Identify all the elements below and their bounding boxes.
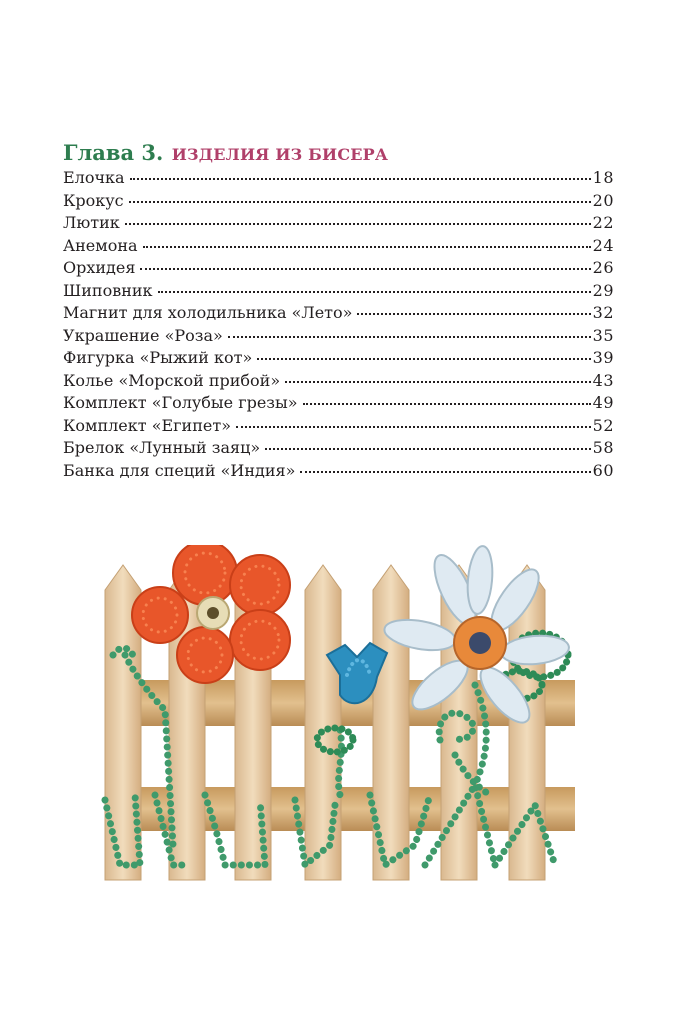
toc-leader-dots [303,402,591,405]
toc-leader-dots [158,290,591,293]
toc-page-number: 26 [592,258,614,277]
toc-entry-title: Украшение «Роза» [63,325,223,345]
toc-entry [63,392,614,415]
toc-page-number: 29 [592,280,614,300]
toc-leader-dots [140,267,590,270]
toc-page-number: 32 [592,303,614,322]
illustration-svg [95,545,595,895]
toc-entry-title: Комплект «Египет» [63,415,231,435]
toc-entry-title: Шиповник [63,280,153,300]
toc-leader-dots [265,447,590,450]
orange-beaded-flower [132,545,290,683]
toc-page-number: 58 [592,438,614,457]
toc-entry-title: Брелок «Лунный заяц» [63,438,261,457]
toc-entry-title: Елочка [63,168,125,187]
chapter-heading [63,139,388,169]
toc-entry [63,280,614,303]
toc-page-number: 52 [592,415,614,435]
toc-entry-title: Фигурка «Рыжий кот» [63,348,253,367]
toc-page-number: 35 [592,325,614,345]
toc-leader-dots [300,470,590,473]
toc-entry [63,235,614,258]
toc-leader-dots [129,200,591,203]
toc-page-number: 60 [592,460,614,480]
toc-leader-dots [236,425,591,428]
toc-page-number: 22 [592,213,614,232]
toc-page-number: 39 [592,348,614,367]
toc-leader-dots [228,335,591,338]
toc-leader-dots [285,380,591,383]
toc-entry-title: Магнит для холодильника «Лето» [63,303,353,322]
toc-entry [63,370,614,393]
toc-entry-title: Комплект «Голубые грезы» [63,393,298,412]
toc-entry-title: Крокус [63,190,124,210]
toc-entry [63,437,614,460]
toc-entry [63,212,614,235]
toc-entry [63,460,614,483]
toc-page-number: 20 [592,190,614,210]
toc-entry [63,302,614,325]
toc-page-number: 24 [592,235,614,255]
toc-page-number: 49 [592,393,614,412]
toc-entry-title: Колье «Морской прибой» [63,370,281,390]
toc-entry [63,167,614,190]
toc-leader-dots [143,245,591,248]
toc-entry [63,257,614,280]
toc-leader-dots [125,222,591,225]
toc-entry [63,190,614,213]
toc-entry-title: Анемона [63,235,138,255]
chapter-title: ИЗДЕЛИЯ ИЗ БИСЕРА [171,145,389,164]
toc-leader-dots [357,312,590,315]
chapter-number: Глава 3. [63,140,164,165]
toc-entry-title: Орхидея [63,258,136,277]
toc-leader-dots [130,177,591,180]
toc-entry-title: Банка для специй «Индия» [63,460,296,480]
table-of-contents [63,167,614,482]
toc-entry [63,347,614,370]
beaded-fence-illustration [95,545,595,895]
toc-leader-dots [257,357,590,360]
daisy-center [454,617,506,669]
toc-entry [63,415,614,438]
toc-page-number: 43 [592,370,614,390]
toc-page-number: 18 [592,168,614,187]
toc-entry-title: Лютик [63,213,120,232]
toc-entry [63,325,614,348]
